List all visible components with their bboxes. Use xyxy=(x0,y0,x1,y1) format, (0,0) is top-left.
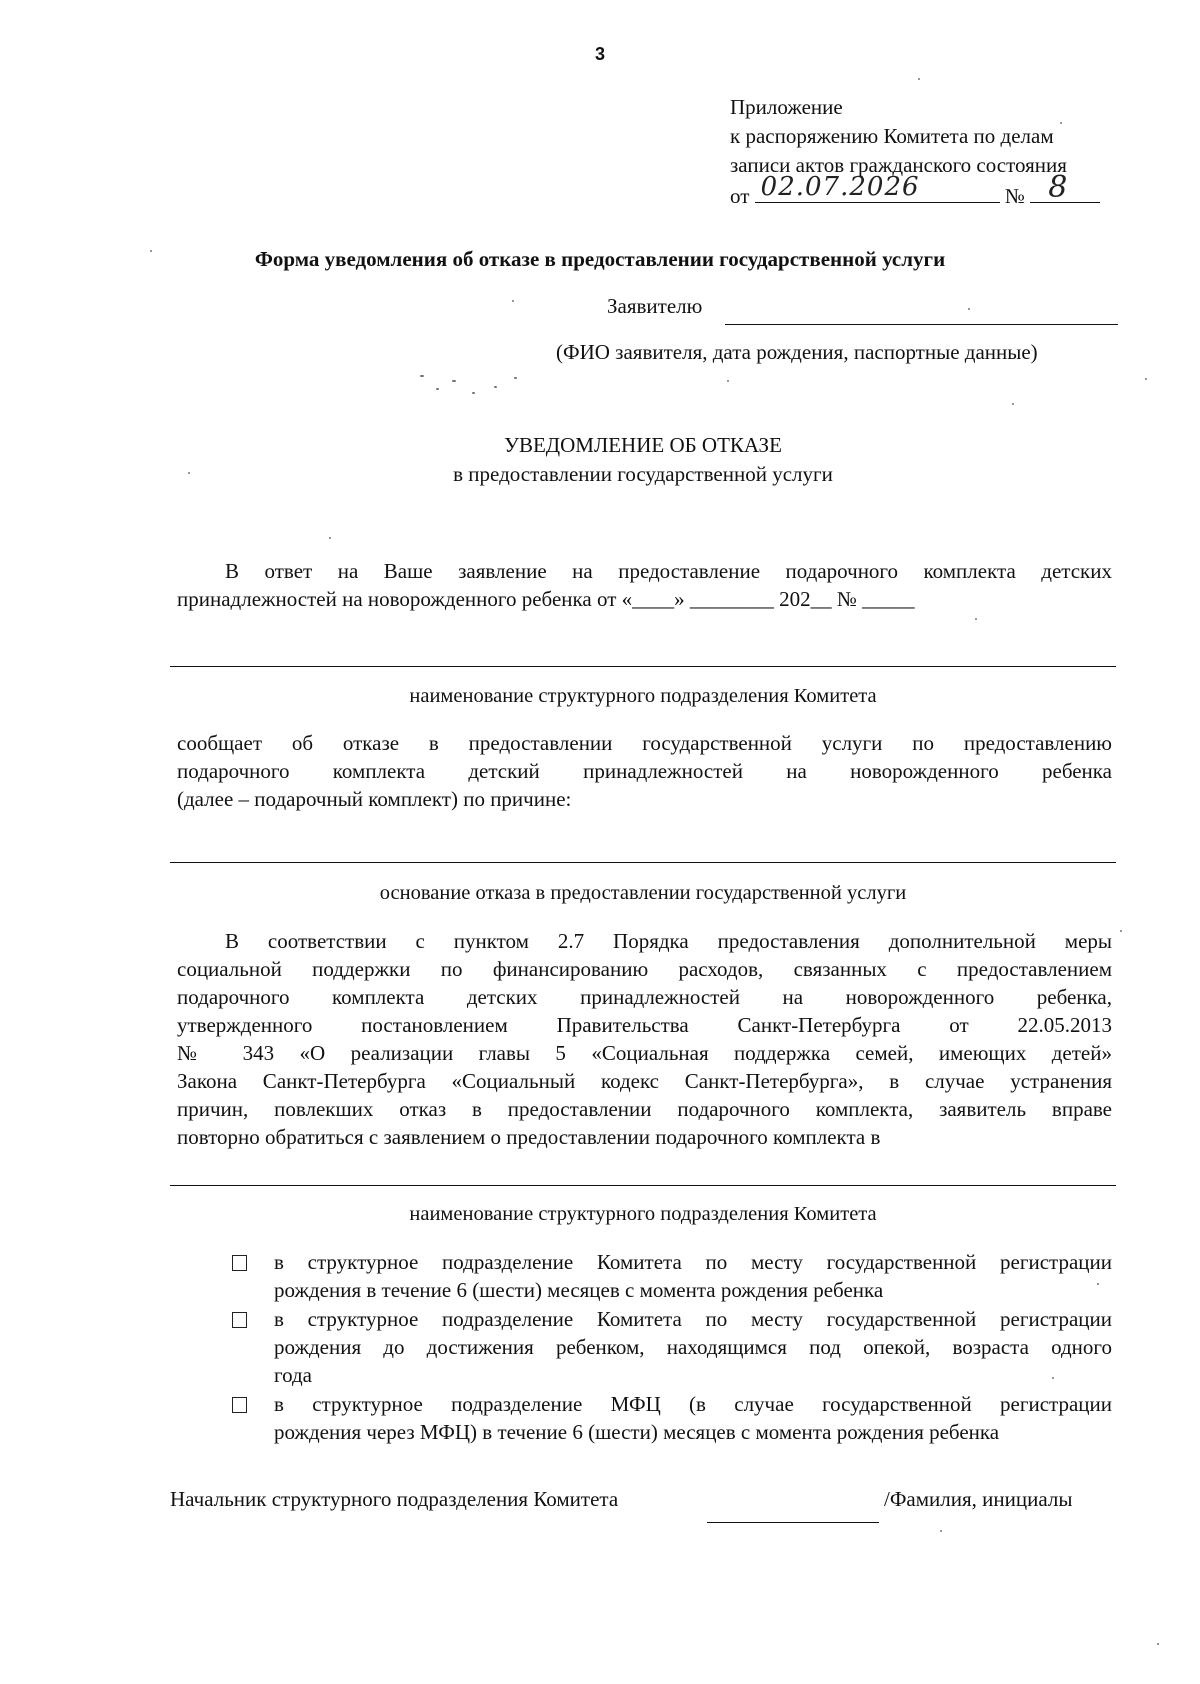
option-3-line-2: рождения через МФЦ) в течение 6 (шести) месяцев с момента рождения ребенка xyxy=(274,1420,1000,1444)
date-prefix: от xyxy=(730,184,750,208)
appendix-line-2: к распоряжению Комитета по делам xyxy=(730,124,1054,148)
appendix-date-number xyxy=(730,170,1130,211)
legal-line-7: причин, повлекших отказ в предоставлении подарочного комплекта, заявитель вправе xyxy=(177,1097,1112,1121)
refusal-paragraph xyxy=(177,729,1112,813)
refusal-line-1: сообщает об отказе в предоставлении государственной услуги по предоставлению xyxy=(177,731,1112,755)
intro-line-2: принадлежностей на новорожденного ребенка от «____» ________ 202__ № _____ xyxy=(177,587,915,611)
option-3-line-1: в структурное подразделение МФЦ (в случае государственной регистрации xyxy=(274,1392,1112,1416)
appendix-line-3: записи актов гражданского состояния xyxy=(730,153,1067,177)
checkbox-option-1[interactable] xyxy=(232,1255,247,1271)
reason-caption: основание отказа в предоставлении государственной услуги xyxy=(379,882,907,904)
checkbox-option-3[interactable] xyxy=(232,1397,247,1413)
date-field xyxy=(755,172,1000,203)
intro-paragraph xyxy=(177,557,1112,613)
option-1-line-2: рождения в течение 6 (шести) месяцев с момента рождения ребенка xyxy=(274,1278,884,1302)
applicant-hint: (ФИО заявителя, дата рождения, паспортные данные) xyxy=(556,340,1038,364)
option-1-line-1: в структурное подразделение Комитета по месту государственной регистрации xyxy=(274,1250,1112,1274)
legal-line-1: В соответствии с пунктом 2.7 Порядка предоставления дополнительной меры xyxy=(225,929,1112,953)
notice-subtitle: в предоставлении государственной услуги xyxy=(453,462,833,486)
appendix-block xyxy=(730,93,1130,211)
handwritten-date: 02.07.2026 xyxy=(760,172,920,202)
number-prefix: № xyxy=(1004,184,1025,208)
number-field xyxy=(1030,170,1100,205)
legal-line-5: № 343 «О реализации главы 5 «Социальная поддержка семей, имеющих детей» xyxy=(177,1041,1112,1065)
applicant-label: Заявителю xyxy=(607,294,703,318)
legal-line-2: социальной поддержки по финансированию расходов, связанных с предоставлением xyxy=(177,957,1112,981)
option-2-line-2: рождения до достижения ребенком, находящимся под опекой, возраста одного xyxy=(274,1335,1112,1359)
appendix-title: Приложение xyxy=(730,95,843,119)
signer-name-label: /Фамилия, инициалы xyxy=(884,1487,1073,1511)
department-line-2 xyxy=(170,1185,1116,1186)
legal-line-3: подарочного комплекта детских принадлежностей на новорожденного ребенка, xyxy=(177,985,1112,1009)
department-caption-2: наименование структурного подразделения Комитета xyxy=(409,1203,877,1225)
signature-line xyxy=(707,1522,879,1523)
signer-position: Начальник структурного подразделения Комитета xyxy=(170,1487,619,1511)
notice-title: УВЕДОМЛЕНИЕ ОБ ОТКАЗЕ xyxy=(504,433,782,457)
checkbox-option-2[interactable] xyxy=(232,1312,247,1328)
reason-line xyxy=(170,862,1116,863)
intro-line-1: В ответ на Ваше заявление на предоставление подарочного комплекта детских xyxy=(225,559,1112,583)
form-title: Форма уведомления об отказе в предоставлении государственной услуги xyxy=(254,247,946,271)
page-number: 3 xyxy=(594,44,605,64)
applicant-field-line xyxy=(725,324,1118,325)
option-text-3 xyxy=(274,1390,1112,1446)
legal-line-8: повторно обратиться с заявлением о предоставлении подарочного комплекта в xyxy=(177,1125,881,1149)
refusal-line-2: подарочного комплекта детский принадлежностей на новорожденного ребенка xyxy=(177,759,1112,783)
refusal-line-3: (далее – подарочный комплект) по причине: xyxy=(177,787,572,811)
legal-line-6: Закона Санкт-Петербурга «Социальный кодекс Санкт-Петербурга», в случае устранения xyxy=(177,1069,1112,1093)
option-2-line-1: в структурное подразделение Комитета по месту государственной регистрации xyxy=(274,1307,1112,1331)
department-caption-1: наименование структурного подразделения Комитета xyxy=(409,685,877,707)
option-2-line-3: года xyxy=(274,1363,312,1387)
option-text-1 xyxy=(274,1248,1112,1304)
legal-line-4: утвержденного постановлением Правительства Санкт-Петербурга от 22.05.2013 xyxy=(177,1013,1112,1037)
option-text-2 xyxy=(274,1305,1112,1389)
legal-paragraph xyxy=(177,927,1112,1151)
department-line-1 xyxy=(170,666,1116,667)
handwritten-number: 8 xyxy=(1048,170,1069,205)
